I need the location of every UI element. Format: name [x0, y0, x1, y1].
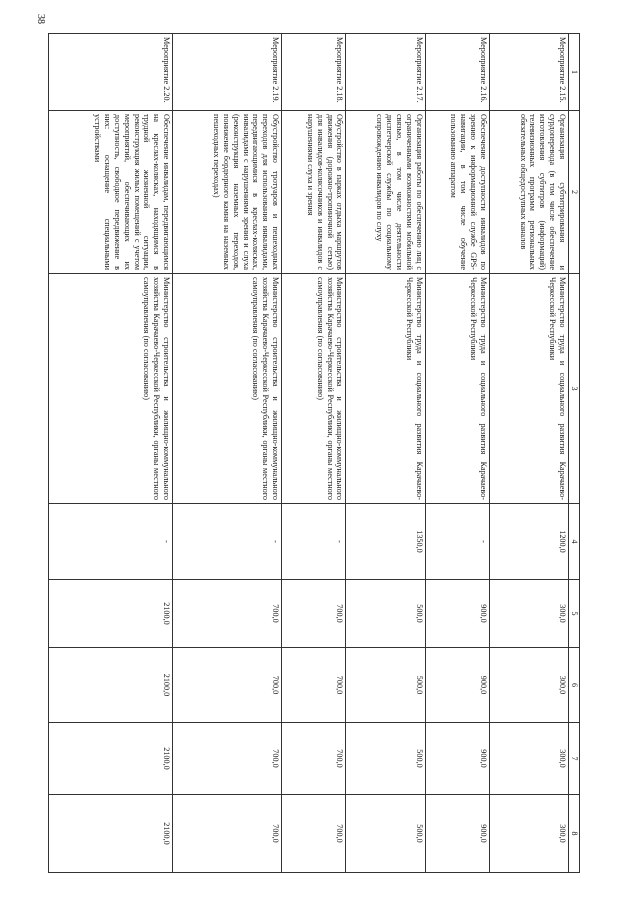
measure-id: Мероприятие 2.17.: [346, 34, 425, 111]
measure-description: Организация работы по обеспечению лиц с ограниченными возможностями мобильной связью, в том числе деятельности диспетчерской службы по социальному сопровождению инвалидов по слуху: [346, 111, 425, 274]
measure-id: Мероприятие 2.15.: [489, 34, 568, 111]
amount-col5: 500,0: [346, 580, 425, 648]
program-table: [48, 33, 580, 873]
amount-col8: 700,0: [282, 795, 346, 873]
amount-col5: 700,0: [173, 580, 282, 648]
amount-col8: 700,0: [173, 795, 282, 873]
amount-col8: 500,0: [346, 795, 425, 873]
amount-col4: -: [49, 504, 173, 580]
column-number: 4: [569, 504, 580, 580]
table-row: [489, 34, 568, 873]
amount-col6: 700,0: [173, 648, 282, 723]
measure-executor: Министерство строительства и жилищно-коммунального хозяйства Карачаево-Черкесской Республики, органы местного самоуправления (по согласованию): [173, 274, 282, 504]
measure-executor: Министерство строительства и жилищно-коммунального хозяйства Карачаево-Черкесской Республики, органы местного самоуправления (по согласованию): [49, 274, 173, 504]
page-number: 38: [35, 14, 46, 24]
column-number: 2: [569, 111, 580, 274]
amount-col5: 2100,0: [49, 580, 173, 648]
amount-col4: 1200,0: [489, 504, 568, 580]
table-row: [173, 34, 282, 873]
amount-col6: 900,0: [425, 648, 489, 723]
amount-col8: 2100,0: [49, 795, 173, 873]
amount-col7: 700,0: [173, 723, 282, 795]
measure-executor: Министерство строительства и жилищно-коммунального хозяйства Карачаево-Черкесской Республики, органы местного самоуправления (по согласованию): [282, 274, 346, 504]
column-number: 3: [569, 274, 580, 504]
amount-col6: 300,0: [489, 648, 568, 723]
amount-col6: 700,0: [282, 648, 346, 723]
column-number-row: [569, 34, 580, 873]
amount-col7: 900,0: [425, 723, 489, 795]
amount-col4: -: [282, 504, 346, 580]
measure-description: Обеспечение доступности инвалидов по зрению к информационной службе GPS-навигации, в том числе обучение пользованию аппаратом: [425, 111, 489, 274]
amount-col5: 300,0: [489, 580, 568, 648]
measure-id: Мероприятие 2.19.: [173, 34, 282, 111]
table-row: [282, 34, 346, 873]
amount-col8: 900,0: [425, 795, 489, 873]
measure-id: Мероприятие 2.20.: [49, 34, 173, 111]
measure-description: Обустройство тротуаров и пешеходных переходов для использования инвалидами, передвигающимися в креслах-колясках, инвалидами с нарушениями зрения и слуха (реконструкция наземных переходов, понижение бордюрного камня на наземных пешеходных переходах): [173, 111, 282, 274]
column-number: 6: [569, 648, 580, 723]
amount-col6: 2100,0: [49, 648, 173, 723]
measure-description: Обеспечение инвалидам, передвигающимся на креслах-колясках, находящимся в трудной жизненной ситуации, реконструкция жилых помещений с учетом мероприятий, обеспечивающих их доступность, свободное передвижение в них: оснащение специальными устройствами: [49, 111, 173, 274]
amount-col6: 500,0: [346, 648, 425, 723]
amount-col4: 1350,0: [346, 504, 425, 580]
table-row: [346, 34, 425, 873]
amount-col4: -: [425, 504, 489, 580]
amount-col7: 300,0: [489, 723, 568, 795]
measure-executor: Министерство труда и социального развития Карачаево-Черкесской Республики: [489, 274, 568, 504]
amount-col4: -: [173, 504, 282, 580]
column-number: 8: [569, 795, 580, 873]
amount-col5: 700,0: [282, 580, 346, 648]
table-row: [425, 34, 489, 873]
measure-id: Мероприятие 2.16.: [425, 34, 489, 111]
column-number: 1: [569, 34, 580, 111]
column-number: 5: [569, 580, 580, 648]
amount-col7: 500,0: [346, 723, 425, 795]
measure-description: Организация субтитрирования и сурдоперевода (в том числе обеспечение изготовления субтитров (информаций) телевизионных программ региональных обязательных общедоступных каналов: [489, 111, 568, 274]
table-row: [49, 34, 173, 873]
amount-col5: 900,0: [425, 580, 489, 648]
measure-executor: Министерство труда и социального развития Карачаево-Черкесской Республики: [346, 274, 425, 504]
amount-col7: 2100,0: [49, 723, 173, 795]
column-number: 7: [569, 723, 580, 795]
amount-col8: 300,0: [489, 795, 568, 873]
measure-executor: Министерство труда и социального развития Карачаево-Черкесской Республики: [425, 274, 489, 504]
measure-description: Обустройство в парках отдыха маршрутов движения (дорожно-тропиночной сетью) для инвалидов-колясочников и инвалидов с нарушениями слуха и зрения: [282, 111, 346, 274]
amount-col7: 700,0: [282, 723, 346, 795]
measure-id: Мероприятие 2.18.: [282, 34, 346, 111]
